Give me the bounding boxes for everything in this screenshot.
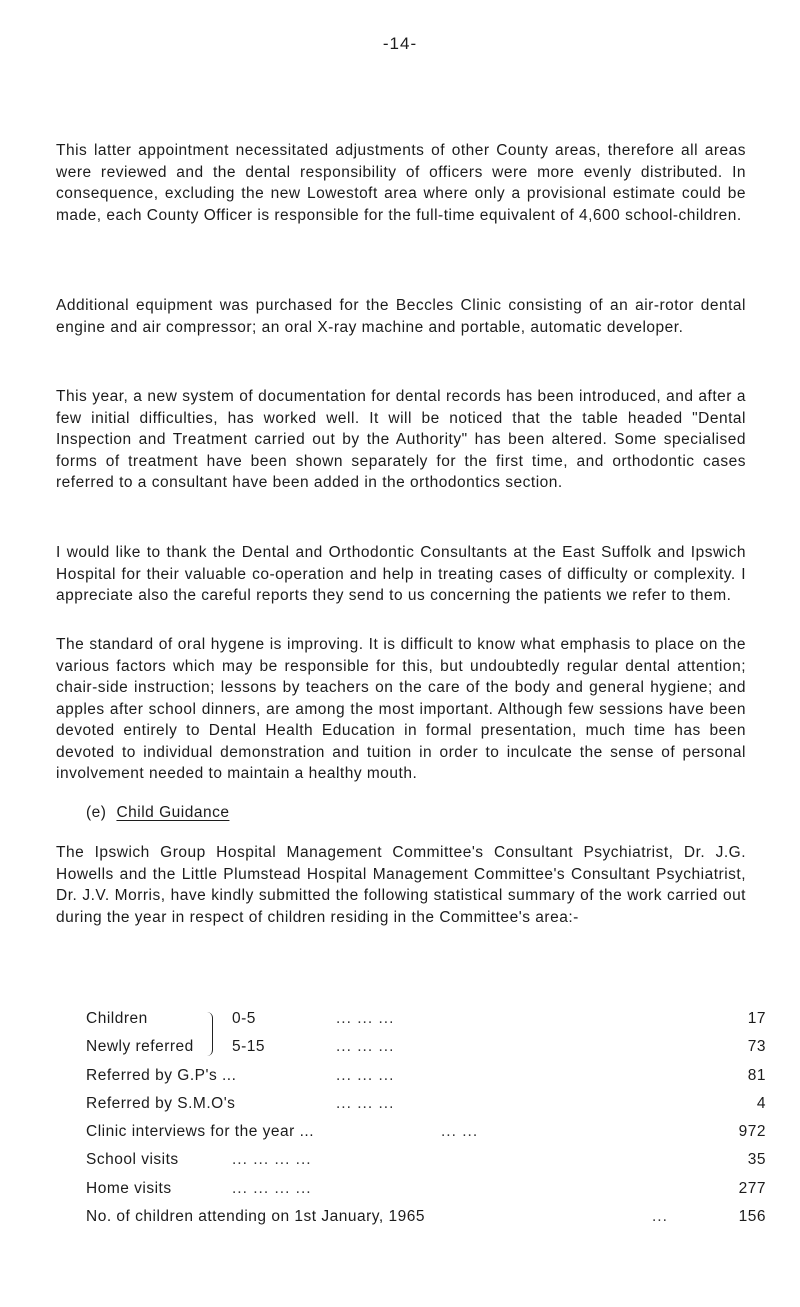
page-number: -14- [382, 34, 418, 53]
stat-label: Referred by S.M.O's [86, 1094, 236, 1112]
stat-value: 81 [747, 1066, 766, 1084]
stat-value: 73 [747, 1038, 766, 1056]
stat-row [86, 1067, 766, 1095]
leader-dots: ... [652, 1208, 668, 1226]
leader-dots: ... ... [441, 1123, 479, 1141]
stat-row [86, 1010, 766, 1038]
paragraph-documentation: This year, a new system of documentation for dental records has been introduced, and after a few initial difficulties, has worked well. It will be noticed that the table headed "Dental Inspection and Treatment carried out by the Authority" has been altered. Some specialised forms of treatment have been shown separately for the first time, and orthodontic cases referred to a consultant have been added in the orthodontics section. [56, 388, 746, 491]
stat-value: 4 [756, 1094, 766, 1112]
paragraph-thanks: I would like to thank the Dental and Orthodontic Consultants at the East Suffolk and Ipswich Hospital for their valuable co-operation and help in treating cases of difficulty or complexity. I appreciate also the careful reports they send to us concerning the patients we refer to them. [56, 544, 746, 604]
stat-row [86, 1151, 766, 1179]
paragraph-equipment: Additional equipment was purchased for the Beccles Clinic consisting of an air-rotor dental engine and air compressor; an oral X-ray machine and portable, automatic developer. [56, 297, 746, 336]
stat-row [86, 1208, 766, 1236]
paragraph-dental-areas: This latter appointment necessitated adjustments of other County areas, therefore all areas were reviewed and the dental responsibility of officers were more evenly distributed. In consequence, excluding the new Lowestoft area where only a provisional estimate could be made, each County Officer is responsible for the full-time equivalent of 4,600 school-children. [56, 142, 746, 224]
stat-value: 277 [738, 1179, 766, 1197]
statistics-list [86, 1010, 766, 1236]
stat-label: Children [86, 1010, 148, 1027]
stat-label: No. of children attending on 1st January, 1965 [86, 1208, 425, 1226]
stat-range: 5-15 [232, 1038, 266, 1056]
paragraph-oral-hygiene: The standard of oral hygene is improving. It is difficult to know what emphasis to place on the various factors which may be responsible for this, but undoubtedly regular dental attention; chair-side instruction; lessons by teachers on the care of the body and general hygiene; and apples after school dinners, are among the most important. Although few sessions have been devoted entirely to Dental Health Education in formal presentation, much time has been devoted to individual demonstration and tuition in order to inculcate the sense of personal involvement needed to maintain a healthy mouth. [56, 636, 746, 782]
paragraph-child-guidance-intro: The Ipswich Group Hospital Management Committee's Consultant Psychiatrist, Dr. J.G. Howells and the Little Plumstead Hospital Management Committee's Consultant Psychiatrist, Dr. J.V. Morris, have kindly submitted the following statistical summary of the work carried out during the year in respect of children residing in the Committee's area:- [56, 844, 746, 926]
section-heading [86, 804, 229, 822]
stat-value: 35 [747, 1151, 766, 1169]
stat-label: School visits [86, 1151, 179, 1169]
leader-dots: ... ... ... ... [232, 1151, 312, 1169]
stat-row [86, 1095, 766, 1123]
leader-dots: ... ... ... [336, 1094, 395, 1112]
stat-label: Newly referred [86, 1038, 194, 1056]
leader-dots: ... ... ... [336, 1066, 395, 1084]
section-number: (e) [86, 804, 107, 821]
stat-label: Referred by G.P's ... [86, 1066, 237, 1084]
stat-value: 156 [738, 1208, 766, 1226]
leader-dots: ... ... ... ... [232, 1179, 312, 1197]
stat-row [86, 1038, 766, 1066]
stat-range: 0-5 [232, 1010, 256, 1027]
leader-dots: ... ... ... [336, 1010, 395, 1027]
stat-row [86, 1123, 766, 1151]
stat-row [86, 1180, 766, 1208]
stat-label: Home visits [86, 1179, 172, 1197]
stat-value: 17 [747, 1010, 766, 1027]
leader-dots: ... ... ... [336, 1038, 395, 1056]
section-title: Child Guidance [116, 804, 230, 821]
stat-label: Clinic interviews for the year ... [86, 1123, 315, 1141]
stat-value: 972 [738, 1123, 766, 1141]
